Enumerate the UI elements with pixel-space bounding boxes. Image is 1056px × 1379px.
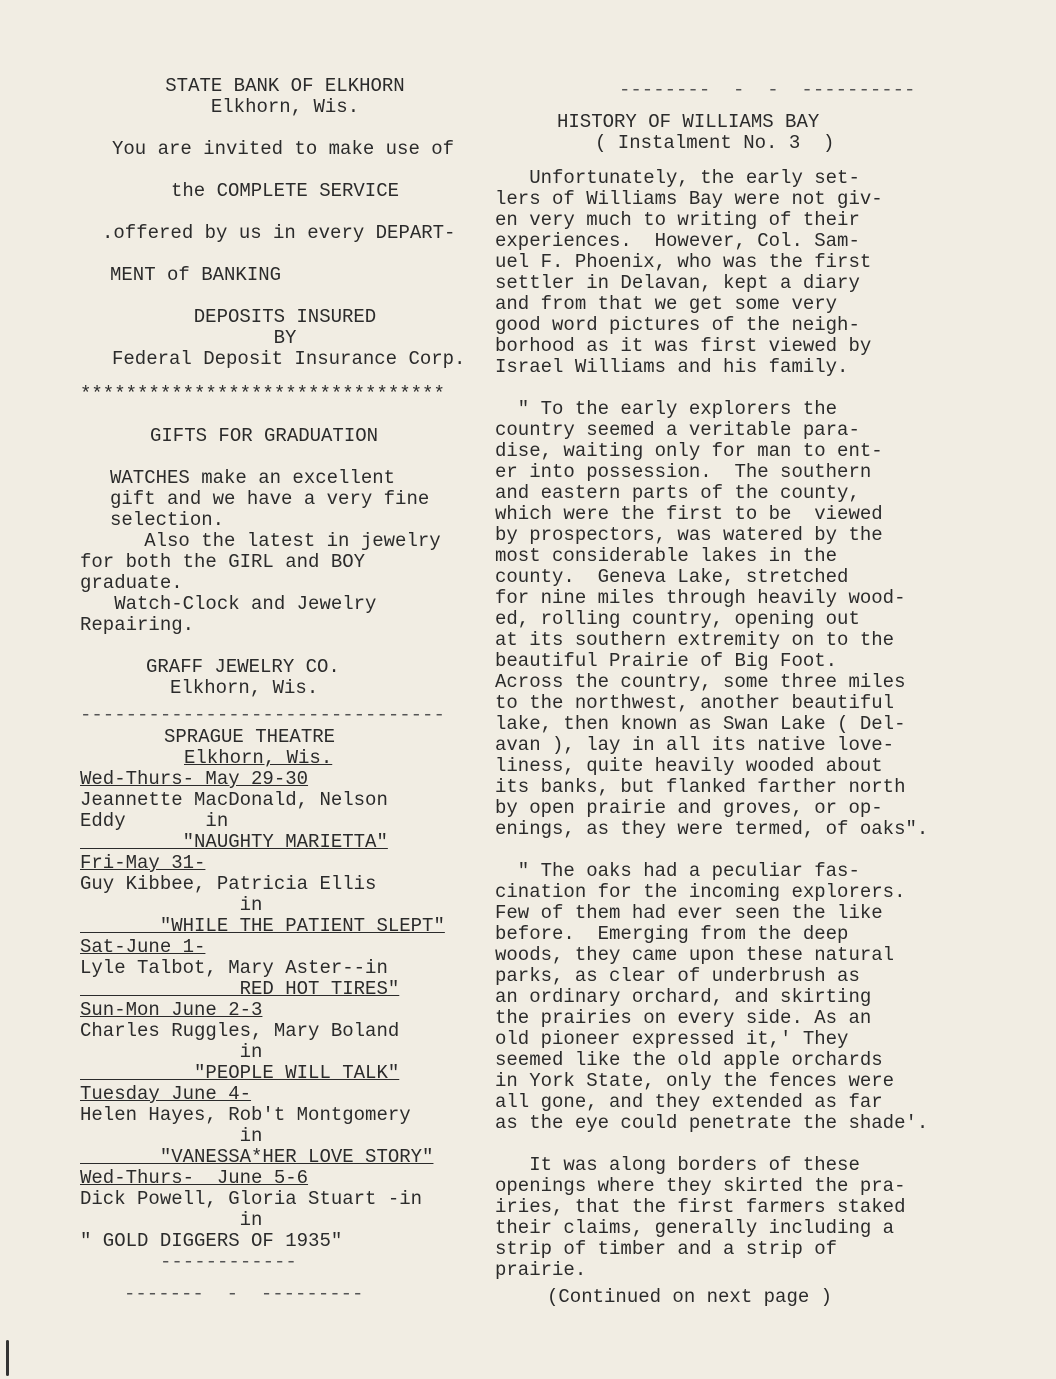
paragraph-line: avan ), lay in all its native love- [495,734,895,756]
star-divider: ******************************** [80,383,445,405]
paragraph-line: uel F. Phoenix, who was the first [495,251,872,273]
paragraph-line: good word pictures of the neigh- [495,314,860,336]
paragraph-line: which were the first to be viewed [495,503,883,525]
history-title: HISTORY OF WILLIAMS BAY [557,111,820,133]
show-cast: in [80,894,263,916]
paragraph-line: lers of Williams Bay were not giv- [495,188,883,210]
paragraph-line: enings, as they were termed, of oaks". [495,818,929,840]
gifts-ad [80,426,490,699]
jeweler-city: Elkhorn, Wis. [170,677,319,699]
theatre-city: Elkhorn, Wis. [184,747,333,769]
show-dates: Sun-Mon June 2-3 [80,999,263,1021]
show-dates: Wed-Thurs- May 29-30 [80,768,309,790]
show-cast: Helen Hayes, Rob't Montgomery [80,1104,411,1126]
paragraph-line: parks, as clear of underbrush as [495,965,860,987]
show-dates: Sat-June 1- [80,936,206,958]
paragraph-line: county. Geneva Lake, stretched [495,566,849,588]
history-paragraph [495,399,970,840]
paragraph-line: Israel Williams and his family. [495,356,849,378]
gifts-line: for both the GIRL and BOY [80,551,366,573]
paragraph-line: woods, they came upon these natural [495,944,895,966]
paragraph-line: an ordinary orchard, and skirting [495,986,872,1008]
paragraph-line: en very much to writing of their [495,209,860,231]
paragraph-line: Unfortunately, the early set- [495,167,860,189]
paragraph-line: beautiful Prairie of Big Foot. [495,650,838,672]
paragraph-line: Few of them had ever seen the like [495,902,883,924]
paragraph-line: its banks, but flanked farther north [495,776,906,798]
paragraph-line: to the northwest, another beautiful [495,692,895,714]
paragraph-line: Across the country, some three miles [495,671,906,693]
show-cast: in [80,1041,263,1063]
paragraph-line: cination for the incoming explorers. [495,881,906,903]
show-title: "VANESSA*HER LOVE STORY" [80,1146,434,1168]
paragraph-line: openings where they skirted the pra- [495,1175,906,1197]
paragraph-line: country seemed a veritable para- [495,419,860,441]
paragraph-line: as the eye could penetrate the shade'. [495,1112,929,1134]
bank-ment: MENT of BANKING [110,264,282,286]
show-cast: Eddy in [80,810,229,832]
paragraph-line: most considerable lakes in the [495,545,838,567]
history-paragraph [495,168,970,378]
right-column [495,80,970,1308]
paragraph-line: experiences. However, Col. Sam- [495,230,860,252]
paragraph-line: the prairies on every side. As an [495,1007,872,1029]
paragraph-line: It was along borders of these [495,1154,860,1176]
theatre-ad [80,727,490,1272]
paragraph-line: prairie. [495,1259,587,1281]
left-column [80,70,490,1304]
paragraph-line: dise, waiting only for man to ent- [495,440,883,462]
show-cast: Charles Ruggles, Mary Boland [80,1020,400,1042]
paragraph-line: in York State, only the fences were [495,1070,895,1092]
paragraph-line: their claims, generally including a [495,1217,895,1239]
show-title: "WHILE THE PATIENT SLEPT" [80,915,445,937]
show-cast: in [80,1209,263,1231]
section-rule: -------------------------------- [80,704,445,726]
paragraph-line: all gone, and they extended as far [495,1091,883,1113]
paragraph-line: iries, that the first farmers staked [495,1196,906,1218]
gifts-line: gift and we have a very fine [110,488,430,510]
paragraph-line: and eastern parts of the county, [495,482,860,504]
history-paragraph [495,861,970,1134]
show-dates: Fri-May 31- [80,852,206,874]
show-dates: Wed-Thurs- June 5-6 [80,1167,309,1189]
jeweler-name: GRAFF JEWELRY CO. [146,656,340,678]
theatre-name: SPRAGUE THEATRE [164,726,336,748]
show-cast: in [80,1125,263,1147]
paragraph-line: er into possession. The southern [495,461,872,483]
paragraph-line: for nine miles through heavily wood- [495,587,906,609]
paragraph-line: " The oaks had a peculiar fas- [495,860,860,882]
footer-rule: ------- - --------- [124,1283,364,1305]
paragraph-line: settler in Delavan, kept a diary [495,272,860,294]
page-edge-mark [6,1340,9,1376]
history-instalment: ( Instalment No. 3 ) [595,132,835,154]
paragraph-line: " To the early explorers the [495,398,838,420]
gifts-body [80,468,490,636]
paragraph-line: strip of timber and a strip of [495,1238,838,1260]
paragraph-line: ed, rolling country, opening out [495,608,860,630]
continued-note: (Continued on next page ) [547,1286,833,1308]
show-title: "PEOPLE WILL TALK" [80,1062,400,1084]
paragraph-line: at its southern extremity on to the [495,629,895,651]
show-cast: Guy Kibbee, Patricia Ellis [80,873,377,895]
paragraph-line: by open prairie and groves, or op- [495,797,883,819]
paragraph-line: old pioneer expressed it,' They [495,1028,849,1050]
show-dates: Tuesday June 4- [80,1083,252,1105]
bank-name: STATE BANK OF ELKHORN [165,75,405,97]
bank-offered: .offered by us in every DEPART- [102,222,456,244]
bank-insured: DEPOSITS INSURED [193,306,377,328]
gifts-title: GIFTS FOR GRADUATION [150,425,379,447]
gifts-line: Repairing. [80,614,195,636]
show-title: RED HOT TIRES" [80,978,400,1000]
history-paragraph [495,1155,970,1281]
gifts-line: graduate. [80,572,183,594]
show-cast: Dick Powell, Gloria Stuart -in [80,1188,423,1210]
show-cast: Jeannette MacDonald, Nelson [80,789,388,811]
paragraph-line: before. Emerging from the deep [495,923,849,945]
bank-by: BY [273,327,297,349]
bank-invite: You are invited to make use of [112,138,455,160]
gifts-line: selection. [110,509,225,531]
paragraph-line: lake, then known as Swan Lake ( Del- [495,713,906,735]
history-top-rule: -------- - - ---------- [619,79,916,101]
bank-fdic: Federal Deposit Insurance Corp. [112,348,466,370]
paragraph-line: and from that we get some very [495,293,838,315]
theatre-end-rule: ------------ [160,1251,297,1273]
bank-ad [80,76,490,370]
paragraph-line: seemed like the old apple orchards [495,1049,883,1071]
gifts-line: WATCHES make an excellent [110,467,396,489]
gifts-line: Watch-Clock and Jewelry [80,593,377,615]
show-title: " GOLD DIGGERS OF 1935" [80,1230,343,1252]
paragraph-line: liness, quite heavily wooded about [495,755,883,777]
bank-city: Elkhorn, Wis. [210,96,360,118]
gifts-line: Also the latest in jewelry [110,530,441,552]
paragraph-line: by prospectors, was watered by the [495,524,883,546]
paragraph-line: borhood as it was first viewed by [495,335,872,357]
show-title: "NAUGHTY MARIETTA" [80,831,388,853]
bank-service: the COMPLETE SERVICE [170,180,400,202]
show-cast: Lyle Talbot, Mary Aster--in [80,957,388,979]
